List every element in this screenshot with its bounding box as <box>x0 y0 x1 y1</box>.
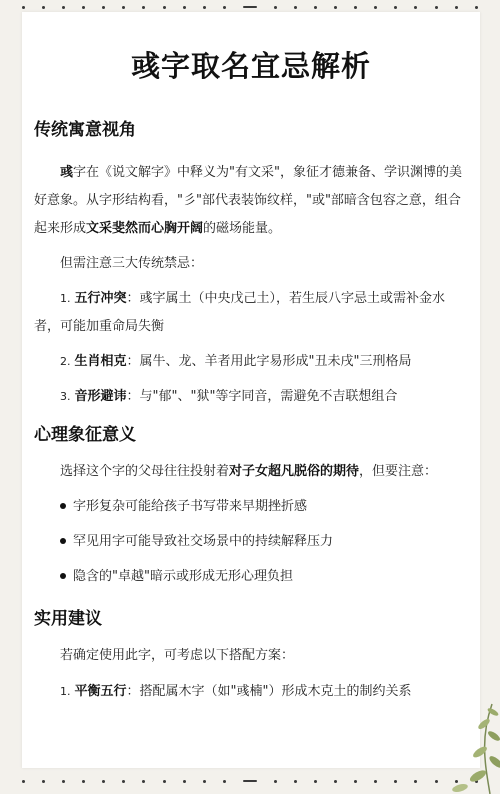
bullet-text: 罕见用字可能导致社交场景中的持续解释压力 <box>73 534 334 549</box>
list-item <box>34 285 464 341</box>
list-item-title: 平衡五行 <box>74 684 127 699</box>
border-dot <box>374 6 377 9</box>
highlight-char: 彧 <box>60 165 74 180</box>
border-dot <box>22 6 25 9</box>
border-dot <box>183 780 186 783</box>
list-item-title: 五行冲突 <box>74 291 127 306</box>
list-item <box>34 678 464 706</box>
paragraph-text: 选择这个字的父母往往投射着 <box>60 464 230 479</box>
article-body <box>34 116 464 706</box>
top-dotted-border <box>0 2 500 12</box>
border-dot <box>82 6 85 9</box>
bullet-item <box>34 493 464 521</box>
border-dot <box>203 6 206 9</box>
border-dot <box>82 780 85 783</box>
section-heading-tradition: 传统寓意视角 <box>34 120 136 140</box>
page-title: 彧字取名宜忌解析 <box>130 49 371 83</box>
border-dot <box>475 6 478 9</box>
list-item-text: ：与"郁"、"狱"等字同音，需避免不吉联想组合 <box>126 389 398 404</box>
bullet-text: 字形复杂可能给孩子书写带来早期挫折感 <box>73 499 308 514</box>
bullet-icon <box>60 538 66 544</box>
border-dot <box>455 6 458 9</box>
bullet-item <box>34 528 464 556</box>
tradition-paragraph <box>34 159 464 243</box>
highlight-phrase: 对子女超凡脱俗的期待 <box>229 464 360 479</box>
border-dot <box>22 780 25 783</box>
paragraph-text: ，但要注意： <box>359 464 438 479</box>
border-dot <box>62 780 65 783</box>
bullet-item <box>34 563 464 591</box>
paragraph-text: 字在《说文解字》中释义为"有文采"，象征才德兼备、学识渊博的美好意象。从字形结构看，"彡"部代表装饰纹样，"或"部暗含包容之意，组合起来形成 <box>34 165 462 236</box>
border-dot <box>394 6 397 9</box>
border-dot <box>334 780 337 783</box>
border-dot <box>435 6 438 9</box>
border-dot <box>42 780 45 783</box>
list-number: 1. <box>60 292 71 305</box>
border-dot <box>42 6 45 9</box>
taboo-intro: 但需注意三大传统禁忌： <box>60 256 204 271</box>
border-dot <box>122 780 125 783</box>
list-item-title: 生肖相克 <box>74 354 127 369</box>
border-dot <box>183 6 186 9</box>
list-number: 2. <box>60 355 71 368</box>
border-dot <box>62 6 65 9</box>
border-dot <box>314 780 317 783</box>
border-dot <box>414 780 417 783</box>
border-dot <box>294 780 297 783</box>
bullet-icon <box>60 503 66 509</box>
border-dot <box>414 6 417 9</box>
list-number: 3. <box>60 390 71 403</box>
border-dot <box>163 780 166 783</box>
list-item-text: ：搭配属木字（如"彧楠"）形成木克土的制约关系 <box>126 684 412 699</box>
border-dot <box>223 6 226 9</box>
border-dot <box>314 6 317 9</box>
border-dot <box>274 780 277 783</box>
border-dot <box>394 780 397 783</box>
border-dot <box>203 780 206 783</box>
psychology-paragraph <box>34 458 464 486</box>
list-item-text: ：彧字属土（中央戊己土），若生辰八字忌土或需补金水者，可能加重命局失衡 <box>34 291 446 334</box>
border-dot <box>163 6 166 9</box>
border-dot <box>102 780 105 783</box>
section-heading-psychology: 心理象征意义 <box>34 425 136 445</box>
bullet-icon <box>60 573 66 579</box>
highlight-phrase: 文采斐然而心胸开阔 <box>86 221 204 236</box>
border-dot <box>294 6 297 9</box>
border-dot <box>122 6 125 9</box>
advice-paragraph: 若确定使用此字，可考虑以下搭配方案： <box>60 648 295 663</box>
border-dash <box>243 6 257 8</box>
border-dot <box>142 780 145 783</box>
border-dot <box>102 6 105 9</box>
list-number: 1. <box>60 685 71 698</box>
border-dot <box>223 780 226 783</box>
border-dot <box>354 780 357 783</box>
list-item-text: ：属牛、龙、羊者用此字易形成"丑未戌"三刑格局 <box>126 354 412 369</box>
section-heading-advice: 实用建议 <box>34 609 102 629</box>
border-dot <box>142 6 145 9</box>
border-dot <box>274 6 277 9</box>
bullet-text: 隐含的"卓越"暗示或形成无形心理负担 <box>73 569 293 584</box>
bottom-dotted-border <box>0 776 500 786</box>
list-item <box>34 383 464 411</box>
border-dot <box>374 780 377 783</box>
list-item <box>34 348 464 376</box>
border-dot <box>334 6 337 9</box>
paragraph-text: 的磁场能量。 <box>203 221 282 236</box>
border-dot <box>354 6 357 9</box>
list-item-title: 音形避讳 <box>74 389 127 404</box>
border-dash <box>243 780 257 782</box>
